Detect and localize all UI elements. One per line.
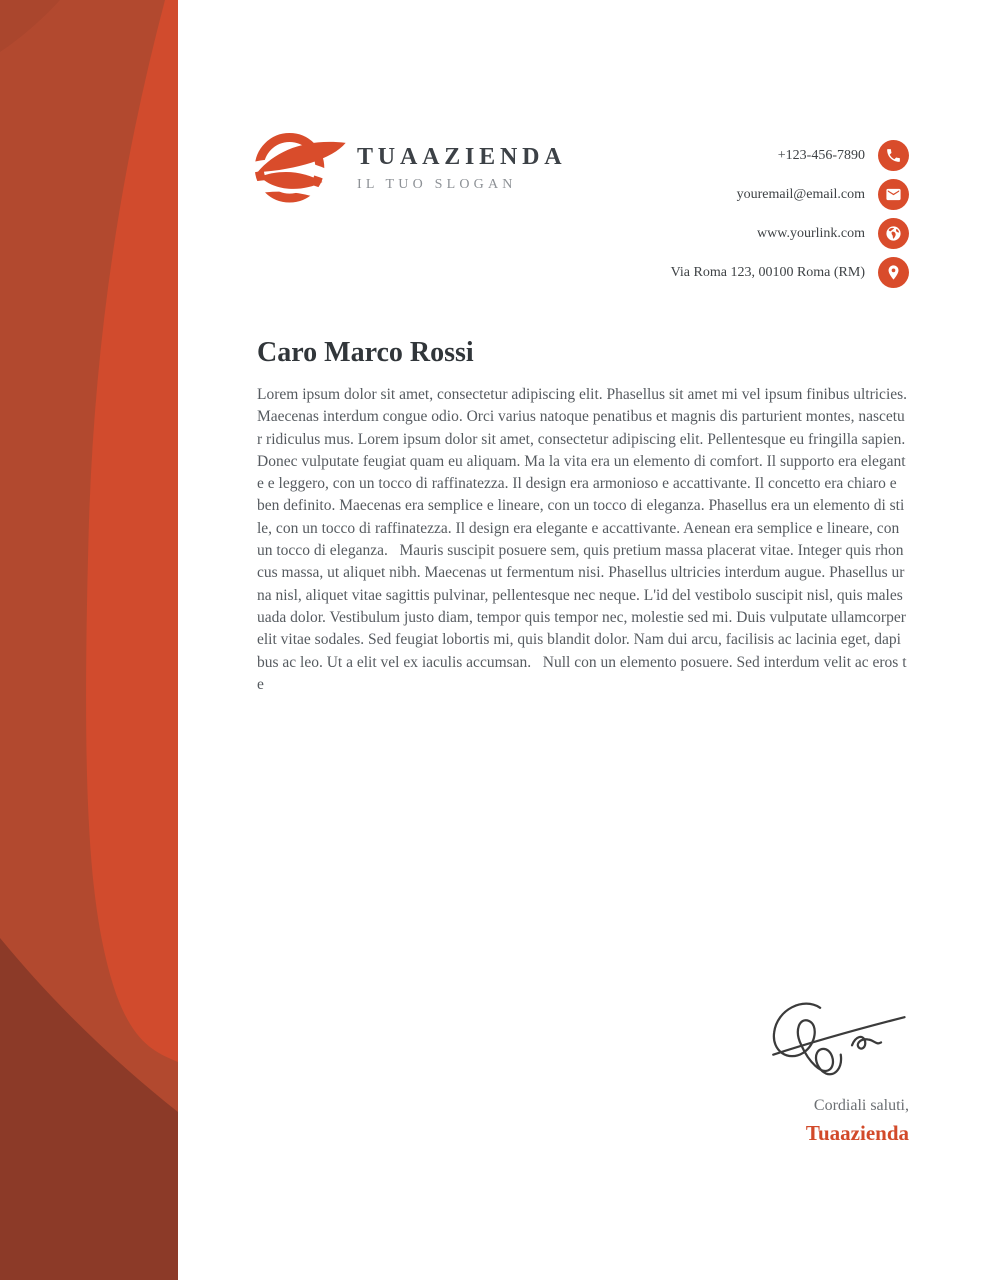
contact-row-website (757, 218, 909, 249)
website-url: www.yourlink.com (757, 225, 865, 241)
contact-row-phone (778, 140, 909, 171)
company-name: TUAAZIENDA (357, 143, 567, 170)
company-slogan: IL TUO SLOGAN (357, 177, 517, 192)
brand-block (253, 124, 566, 208)
globe-icon (878, 218, 909, 249)
closing-regards: Cordiali saluti, (813, 1097, 909, 1114)
phone-icon (878, 140, 909, 171)
letter-body: Lorem ipsum dolor sit amet, consectetur adipiscing elit. Phasellus sit amet mi vel ipsum finibus ultricies. Maecenas interdum congue odio. Orci varius natoque penatibus et magnis dis parturient montes, nascetur ridiculus mus. Lorem ipsum dolor sit amet, consectetur adipiscing elit. Pellentesque eu fringilla sapien. Donec vulputate feugiat quam eu aliquam. Ma la vita era un elemento di comfort. Il supporto era elegante e leggero, con un tocco di raffinatezza. Il design era armonioso e accattivante. Il concetto era chiaro e ben definito. Maecenas era semplice e lineare, con un tocco di eleganza. Phasellus era un elemento di stile, con un tocco di raffinatezza. Il design era elegante e accattivante. Aenean era semplice e lineare, con un tocco di eleganza. Mauris suscipit posuere sem, quis pretium massa placerat vitae. Integer quis rhoncus massa, ut aliquet nibh. Maecenas ut fermentum nisi. Phasellus ultricies interdum augue. Phasellus urna nisl, aliquet vitae sagittis pulvinar, pellentesque nec neque. L'id del vestibolo suscipit nisl, quis malesuada dolor. Vestibulum justo diam, tempor quis tempor nec, molestie sed mi. Duis vulputate ullamcorper elit vitae sodales. Sed feugiat lobortis mi, quis blandit dolor. Nam dui arcu, facilisis ac lacinia eget, dapibus ac leo. Ut a elit vel ex iaculis accumsan. Null con un elemento posuere. Sed interdum velit ac eros te (257, 386, 911, 693)
contact-row-email (737, 179, 909, 210)
wing-circle-logo-icon (253, 124, 351, 208)
street-address: Via Roma 123, 00100 Roma (RM) (670, 264, 865, 280)
email-address: youremail@email.com (736, 186, 865, 202)
signature-image (762, 992, 912, 1092)
side-band-decoration (0, 0, 178, 1280)
email-icon (878, 179, 909, 210)
letter-salutation: Caro Marco Rossi (257, 337, 474, 368)
contact-row-address (671, 257, 909, 288)
contact-list (671, 140, 909, 288)
closing-block (806, 1096, 909, 1146)
brand-text (357, 140, 566, 193)
location-icon (878, 257, 909, 288)
closing-company-name: Tuaazienda (805, 1120, 909, 1145)
phone-number: +123-456-7890 (777, 147, 865, 163)
